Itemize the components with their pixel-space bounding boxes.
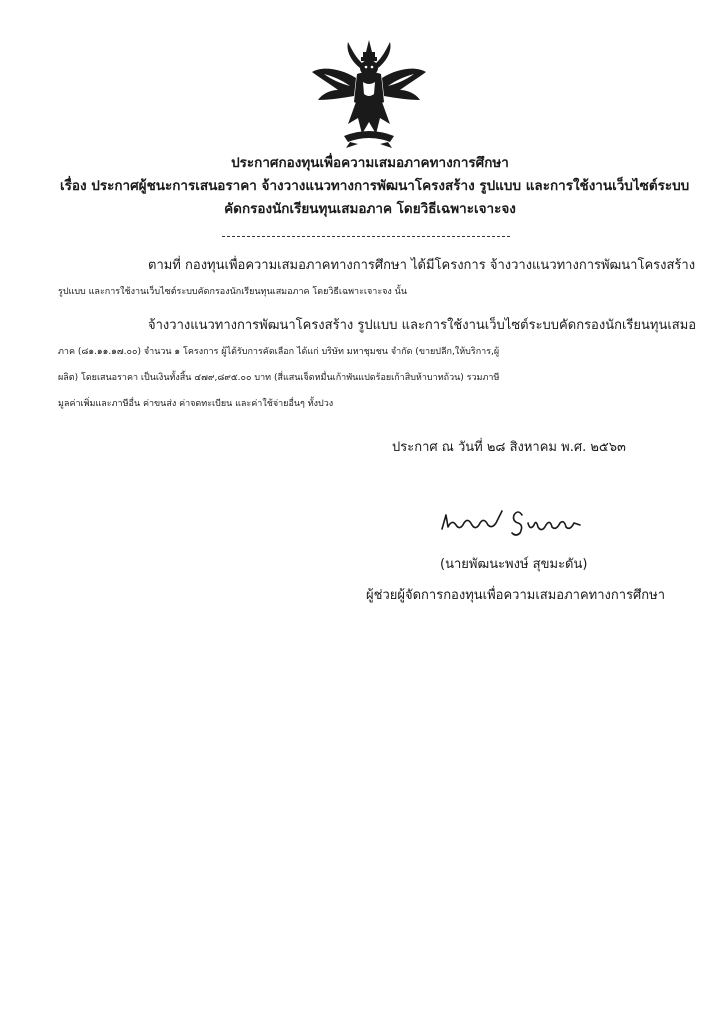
paragraph-award bbox=[58, 313, 697, 417]
paragraph-line: มูลค่าเพิ่มและภาษีอื่น ค่าขนส่ง ค่าจดทะเบียน และค่าใช้จ่ายอื่นๆ ทั้งปวง bbox=[58, 399, 334, 409]
signer-title: ผู้ช่วยผู้จัดการกองทุนเพื่อความเสมอภาคทางการศึกษา bbox=[366, 588, 666, 603]
announcement-subject: เรื่อง ประกาศผู้ชนะการเสนอราคา จ้างวางแนวทางการพัฒนาโครงสร้าง รูปแบบ และการใช้งานเว็บไซต์ระบบ bbox=[60, 178, 690, 194]
paragraph-line: จ้างวางแนวทางการพัฒนาโครงสร้าง รูปแบบ และการใช้งานเว็บไซต์ระบบคัดกรองนักเรียนทุนเสมอ bbox=[148, 318, 697, 333]
paragraph-line: ผลิต) โดยเสนอราคา เป็นเงินทั้งสิ้น ๔๗๙,๘๙๕.๐๐ บาท (สี่แสนเจ็ดหมื่นเก้าพันแปดร้อยเก้าสิบห้าบาทถ้วน) รวมภาษี bbox=[58, 373, 500, 383]
garuda-emblem-icon bbox=[310, 38, 428, 150]
paragraph-line: รูปแบบ และการใช้งานเว็บไซต์ระบบคัดกรองนักเรียนทุนเสมอภาค โดยวิธีเฉพาะเจาะจง นั้น bbox=[58, 287, 407, 297]
handwritten-signature bbox=[438, 505, 598, 541]
signer-name: (นายพัฒนะพงษ์ สุขมะดัน) bbox=[440, 557, 588, 572]
announcement-subject-continued: คัดกรองนักเรียนทุนเสมอภาค โดยวิธีเฉพาะเจาะจง bbox=[224, 201, 516, 217]
announcement-title: ประกาศกองทุนเพื่อความเสมอภาคทางการศึกษา bbox=[231, 155, 509, 171]
announcement-date: ประกาศ ณ วันที่ ๒๘ สิงหาคม พ.ศ. ๒๕๖๓ bbox=[392, 440, 626, 455]
paragraph-line: ตามที่ กองทุนเพื่อความเสมอภาคทางการศึกษา ได้มีโครงการ จ้างวางแนวทางการพัฒนาโครงสร้าง bbox=[148, 258, 696, 273]
heading-divider bbox=[222, 236, 510, 237]
paragraph-line: ภาค (๘๑.๑๑.๑๗.๐๐) จำนวน ๑ โครงการ ผู้ได้รับการคัดเลือก ได้แก่ บริษัท มหาชุมชน จำกัด (ขายปลีก,ให้บริการ,ผู้ bbox=[58, 347, 500, 357]
paragraph-intro bbox=[58, 253, 696, 305]
